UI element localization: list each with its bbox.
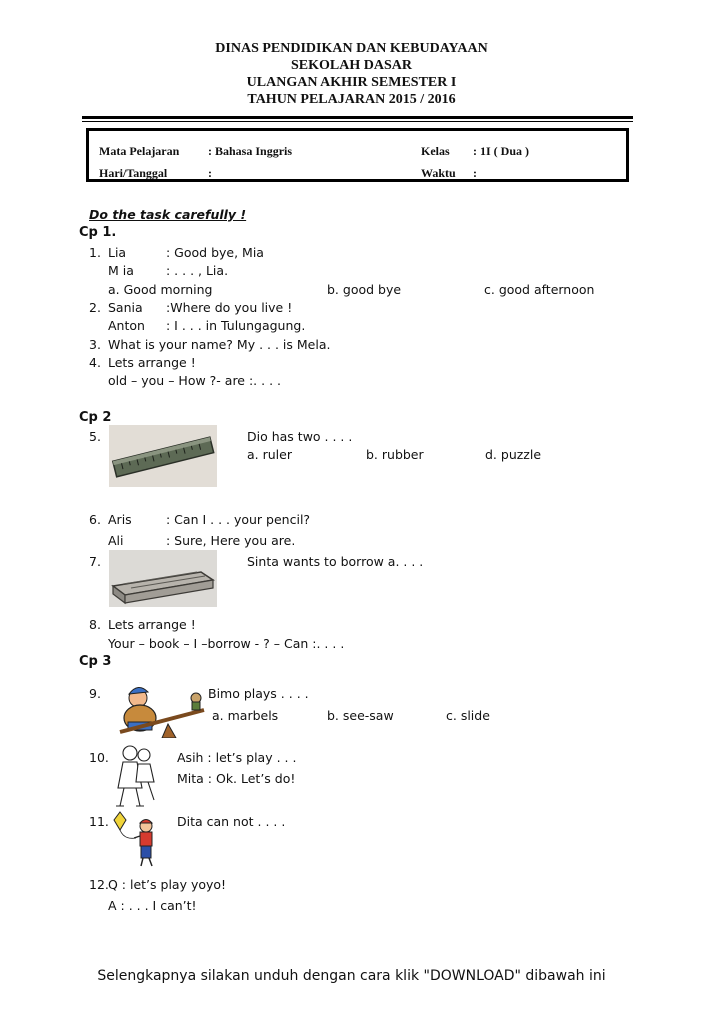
ruler-image xyxy=(109,425,217,487)
q2-speaker-a: Sania xyxy=(108,300,143,315)
q5-option-a: a. ruler xyxy=(247,447,292,462)
q10-line-a: Asih : let’s play . . . xyxy=(177,750,297,765)
header-line-2: SEKOLAH DASAR xyxy=(291,58,412,73)
q1-speaker-b: M ia xyxy=(108,263,134,278)
q9-option-a: a. marbels xyxy=(212,708,279,723)
q4-words: old – you – How ?- are :. . . . xyxy=(108,373,281,388)
section-cp3: Cp 3 xyxy=(79,654,112,669)
q11-text: Dita can not . . . . xyxy=(177,814,286,829)
header-rule-thick xyxy=(82,116,633,119)
header-line-4: TAHUN PELAJARAN 2015 / 2016 xyxy=(247,92,456,107)
q1-line-a: : Good bye, Mia xyxy=(166,245,264,260)
subject-label: Mata Pelajaran xyxy=(99,144,180,158)
q3-number: 3. xyxy=(89,337,101,352)
day-value: : xyxy=(208,166,212,180)
q12-line-b: A : . . . I can’t! xyxy=(108,898,197,913)
q1-option-b: b. good bye xyxy=(327,282,402,297)
time-value: : xyxy=(473,166,477,180)
q12-number: 12. xyxy=(89,877,109,892)
section-cp2: Cp 2 xyxy=(79,410,112,425)
q6-number: 6. xyxy=(89,512,101,527)
day-label: Hari/Tanggal xyxy=(99,166,168,180)
q1-option-c: c. good afternoon xyxy=(484,282,595,297)
q2-line-b: : I . . . in Tulungagung. xyxy=(166,318,306,333)
seesaw-image xyxy=(112,676,208,738)
q4-number: 4. xyxy=(89,355,101,370)
q6-line-a: : Can I . . . your pencil? xyxy=(166,512,311,527)
q9-text: Bimo plays . . . . xyxy=(208,686,309,701)
q11-number: 11. xyxy=(89,814,109,829)
q8-text: Lets arrange ! xyxy=(108,617,196,632)
header-line-3: ULANGAN AKHIR SEMESTER I xyxy=(246,75,457,90)
q6-line-b: : Sure, Here you are. xyxy=(166,533,296,548)
q9-option-b: b. see-saw xyxy=(327,708,394,723)
q2-speaker-b: Anton xyxy=(108,318,145,333)
subject-value: : Bahasa Inggris xyxy=(208,144,293,158)
q4-text: Lets arrange ! xyxy=(108,355,196,370)
q1-line-b: : . . . , Lia. xyxy=(166,263,229,278)
q5-number: 5. xyxy=(89,429,101,444)
q12-line-a: Q : let’s play yoyo! xyxy=(108,877,227,892)
q8-words: Your – book – I –borrow - ? – Can :. . . . xyxy=(108,636,345,651)
section-cp1: Cp 1. xyxy=(79,225,117,240)
info-box xyxy=(86,128,629,182)
q5-option-b: b. rubber xyxy=(366,447,424,462)
q2-number: 2. xyxy=(89,300,101,315)
pencil-case-image xyxy=(109,550,217,607)
q10-line-b: Mita : Ok. Let’s do! xyxy=(177,771,296,786)
q2-line-a: :Where do you live ! xyxy=(166,300,293,315)
download-footer: Selengkapnya silakan unduh dengan cara klik "DOWNLOAD" dibawah ini xyxy=(97,968,606,984)
instruction: Do the task carefully ! xyxy=(89,207,247,222)
time-label: Waktu xyxy=(421,166,456,180)
class-label: Kelas xyxy=(421,144,450,158)
q1-number: 1. xyxy=(89,245,101,260)
q8-number: 8. xyxy=(89,617,101,632)
q7-text: Sinta wants to borrow a. . . . xyxy=(247,554,424,569)
q3-text: What is your name? My . . . is Mela. xyxy=(108,337,331,352)
q9-option-c: c. slide xyxy=(446,708,490,723)
q10-number: 10. xyxy=(89,750,109,765)
header-rule-thin xyxy=(82,121,633,122)
q9-number: 9. xyxy=(89,686,101,701)
q1-speaker-a: Lia xyxy=(108,245,127,260)
q6-speaker-b: Ali xyxy=(108,533,124,548)
q6-speaker-a: Aris xyxy=(108,512,132,527)
class-value: : 1I ( Dua ) xyxy=(473,144,529,158)
q5-option-c: d. puzzle xyxy=(485,447,542,462)
kite-boy-image xyxy=(112,810,164,868)
girls-playing-image xyxy=(110,742,162,810)
q7-number: 7. xyxy=(89,554,101,569)
q5-text: Dio has two . . . . xyxy=(247,429,353,444)
header-line-1: DINAS PENDIDIKAN DAN KEBUDAYAAN xyxy=(215,41,488,56)
q1-option-a: a. Good morning xyxy=(108,282,213,297)
